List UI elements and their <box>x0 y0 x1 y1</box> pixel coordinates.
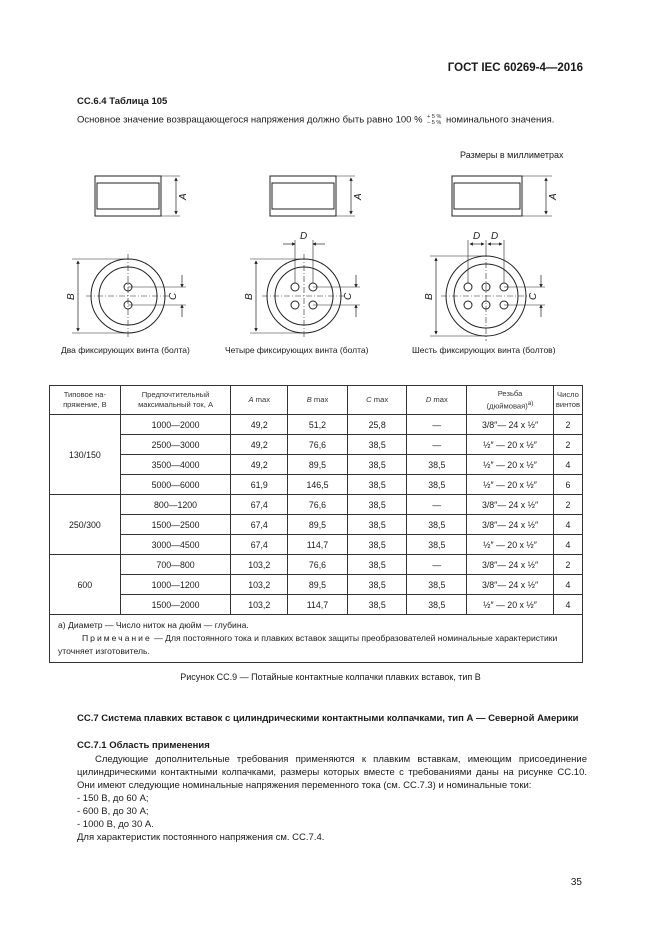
note-label: Примечание <box>82 633 152 643</box>
cell-current: 800—1200 <box>120 495 231 515</box>
cell-c: 38,5 <box>347 495 407 515</box>
header-thread-line1: Резьба <box>497 388 523 398</box>
cell-b: 89,5 <box>288 575 348 595</box>
cell-screws: 4 <box>553 535 582 555</box>
header-thread <box>467 386 554 415</box>
cell-d: 38,5 <box>407 535 467 555</box>
cell-screws: 4 <box>553 595 582 615</box>
document-standard-header: ГОСТ IEC 60269-4—2016 <box>447 62 583 74</box>
cell-d: — <box>407 495 467 515</box>
side-view-2 <box>270 176 355 216</box>
section-cc71-para1: Следующие дополнительные требования применяются к плавким вставкам, имеющим присоединение цилиндрическими контактными колпачками, размеры которых вместе с требованиями даны на рисунке СС.10. Они имеют следующие номинальные напряжения переменного тока (см. СС.7.3) и номинальные токи: <box>77 754 587 791</box>
cell-a: 103,2 <box>231 555 288 575</box>
cell-c: 38,5 <box>347 595 407 615</box>
cell-voltage: 600 <box>50 555 121 615</box>
header-d-letter: D <box>425 395 432 404</box>
table-footnote-row <box>50 615 583 663</box>
cell-current: 1500—2000 <box>120 595 231 615</box>
cell-b: 51,2 <box>288 415 348 435</box>
cell-c: 38,5 <box>347 515 407 535</box>
table-row <box>50 515 583 535</box>
table-header-row <box>50 386 583 415</box>
cell-b: 89,5 <box>288 515 348 535</box>
cell-thread: 3/8″— 24 х ½″ <box>467 515 554 535</box>
header-b-letter: B <box>306 395 312 404</box>
table-row <box>50 455 583 475</box>
cell-d: 38,5 <box>407 575 467 595</box>
dim-label-b-2: B <box>244 293 255 300</box>
cell-thread: 3/8″— 24 х ½″ <box>467 575 554 595</box>
table-body <box>50 415 583 663</box>
list-item: - 1000 В, до 30 А. <box>77 819 154 830</box>
cell-current: 1000—2000 <box>120 415 231 435</box>
dim-label-c-2: C <box>343 292 354 300</box>
side-view-3 <box>452 176 552 216</box>
cell-screws: 4 <box>553 575 582 595</box>
section-cc71-para2: Для характеристик постоянного напряжения см. СС.7.4. <box>77 832 325 843</box>
header-voltage <box>50 386 121 415</box>
dim-label-a-1: A <box>178 193 189 200</box>
table-row <box>50 595 583 615</box>
header-voltage-line2: пряжение, В <box>63 400 107 409</box>
caption-four-screws: Четыре фиксирующих винта (болта) <box>225 345 369 355</box>
cell-c: 38,5 <box>347 535 407 555</box>
header-c-suffix: max <box>371 395 389 404</box>
cell-c: 38,5 <box>347 475 407 495</box>
cell-d: 38,5 <box>407 455 467 475</box>
cell-d: 38,5 <box>407 475 467 495</box>
units-note: Размеры в миллиметрах <box>460 150 564 160</box>
header-current-line2: максимальный ток, А <box>138 400 214 409</box>
table-row <box>50 535 583 555</box>
front-view-four-screws <box>250 240 360 338</box>
cell-a: 103,2 <box>231 575 288 595</box>
cell-d: 38,5 <box>407 595 467 615</box>
header-c-letter: C <box>366 395 372 404</box>
cell-b: 146,5 <box>288 475 348 495</box>
table-row <box>50 415 583 435</box>
dim-label-c-3: C <box>528 292 539 300</box>
dim-label-b-3: B <box>424 293 435 300</box>
header-thread-footnote-mark: а) <box>527 399 534 407</box>
cell-screws: 2 <box>553 415 582 435</box>
cell-voltage: 130/150 <box>50 415 121 495</box>
dim-label-a-3: A <box>548 193 559 200</box>
header-d-suffix: max <box>431 395 448 404</box>
cell-thread: ½″ — 20 х ½″ <box>467 455 554 475</box>
header-screws <box>553 386 582 415</box>
dim-label-c-1: C <box>168 292 179 300</box>
front-view-six-screws <box>430 240 545 341</box>
cell-c: 38,5 <box>347 435 407 455</box>
caption-six-screws: Шесть фиксирующих винта (болтов) <box>412 345 556 355</box>
cell-thread: ½″ — 20 х ½″ <box>467 435 554 455</box>
cell-b: 76,6 <box>288 555 348 575</box>
cell-screws: 2 <box>553 555 582 575</box>
header-screws-line1: Число <box>557 390 579 399</box>
cell-screws: 2 <box>553 495 582 515</box>
dim-label-b-1: B <box>66 293 77 300</box>
cell-current: 1000—1200 <box>120 575 231 595</box>
cell-a: 61,9 <box>231 475 288 495</box>
cell-current: 1500—2500 <box>120 515 231 535</box>
cell-a: 67,4 <box>231 535 288 555</box>
list-item: - 150 В, до 60 А; <box>77 793 149 804</box>
tolerance <box>427 114 441 126</box>
table-footnote: а) Диаметр — Число ниток на дюйм — глубина. <box>58 620 249 630</box>
cell-current: 2500—3000 <box>120 435 231 455</box>
cell-d: — <box>407 435 467 455</box>
voltage-text-before: Основное значение возвращающегося напряжения должно быть равно 100 % <box>77 114 423 126</box>
cell-c: 38,5 <box>347 575 407 595</box>
section-cc7-title: СС.7 Система плавких вставок с цилиндрическими контактными колпачками, тип А — Северной Америки <box>77 713 579 724</box>
header-b-max <box>288 386 348 415</box>
cell-current: 700—800 <box>120 555 231 575</box>
header-current-line1: Предпочтительный <box>141 390 210 399</box>
cell-c: 38,5 <box>347 455 407 475</box>
cell-a: 49,2 <box>231 435 288 455</box>
section-cc71-body <box>77 753 587 844</box>
cell-d: 38,5 <box>407 515 467 535</box>
dim-label-d-3: D <box>491 231 499 242</box>
cell-screws: 4 <box>553 455 582 475</box>
header-a-max <box>231 386 288 415</box>
table-row <box>50 575 583 595</box>
cell-thread: ½″ — 20 х ½″ <box>467 535 554 555</box>
header-b-suffix: max <box>311 395 329 404</box>
table-row <box>50 475 583 495</box>
cell-thread: 3/8″— 24 х ½″ <box>467 555 554 575</box>
page-number: 35 <box>570 877 582 888</box>
header-current <box>120 386 231 415</box>
cell-screws: 6 <box>553 475 582 495</box>
cell-b: 114,7 <box>288 535 348 555</box>
fuse-cap-dimensions-table <box>49 385 583 663</box>
dim-label-d-2: D <box>473 231 481 242</box>
cell-d: — <box>407 415 467 435</box>
table-footnote-cell <box>50 615 583 663</box>
header-a-letter: A <box>248 395 254 404</box>
header-screws-line2: винтов <box>555 400 580 409</box>
header-a-suffix: max <box>253 395 271 404</box>
cell-a: 67,4 <box>231 495 288 515</box>
table-row <box>50 555 583 575</box>
cell-thread: ½″ — 20 х ½″ <box>467 595 554 615</box>
tolerance-minus: – 5 % <box>427 120 442 126</box>
note-text: — Для постоянного тока и плавких вставок защиты преобразователей номинальные характеристики уточняет изготовитель. <box>58 633 558 656</box>
cell-thread: 3/8″— 24 х ½″ <box>467 415 554 435</box>
fuse-cap-drawing <box>0 160 661 345</box>
cell-current: 3500—4000 <box>120 455 231 475</box>
tolerance-plus: + 5 % <box>427 114 442 120</box>
table-note <box>58 632 574 658</box>
side-view-1 <box>95 176 180 216</box>
cell-b: 89,5 <box>288 455 348 475</box>
voltage-paragraph <box>77 114 554 126</box>
figure-caption: Рисунок СС.9 — Потайные контактные колпачки плавких вставок, тип В <box>180 672 481 682</box>
cell-thread: 3/8″— 24 х ½″ <box>467 495 554 515</box>
cell-a: 103,2 <box>231 595 288 615</box>
cell-thread: ½″ — 20 х ½″ <box>467 475 554 495</box>
voltage-text-after: номинального значения. <box>446 114 555 126</box>
cell-a: 49,2 <box>231 455 288 475</box>
cell-c: 25,8 <box>347 415 407 435</box>
table-row <box>50 495 583 515</box>
cell-b: 114,7 <box>288 595 348 615</box>
list-item: - 600 В, до 30 А; <box>77 806 149 817</box>
cell-c: 38,5 <box>347 555 407 575</box>
dim-label-a-2: A <box>353 193 364 200</box>
header-thread-line2: (дюймовая) <box>486 401 528 411</box>
caption-two-screws: Два фиксирующих винта (болта) <box>61 345 190 355</box>
header-d-max <box>407 386 467 415</box>
dim-label-d-1: D <box>300 231 308 242</box>
cell-voltage: 250/300 <box>50 495 121 555</box>
header-c-max <box>347 386 407 415</box>
cell-current: 5000—6000 <box>120 475 231 495</box>
section-cc71-title: СС.7.1 Область применения <box>77 740 210 751</box>
cell-d: — <box>407 555 467 575</box>
table-row <box>50 435 583 455</box>
cell-b: 76,6 <box>288 495 348 515</box>
cell-current: 3000—4500 <box>120 535 231 555</box>
cell-a: 49,2 <box>231 415 288 435</box>
section-title: СС.6.4 Таблица 105 <box>77 96 168 107</box>
cell-b: 76,6 <box>288 435 348 455</box>
cell-screws: 2 <box>553 435 582 455</box>
header-voltage-line1: Типовое на- <box>63 390 107 399</box>
cell-a: 67,4 <box>231 515 288 535</box>
cell-screws: 4 <box>553 515 582 535</box>
